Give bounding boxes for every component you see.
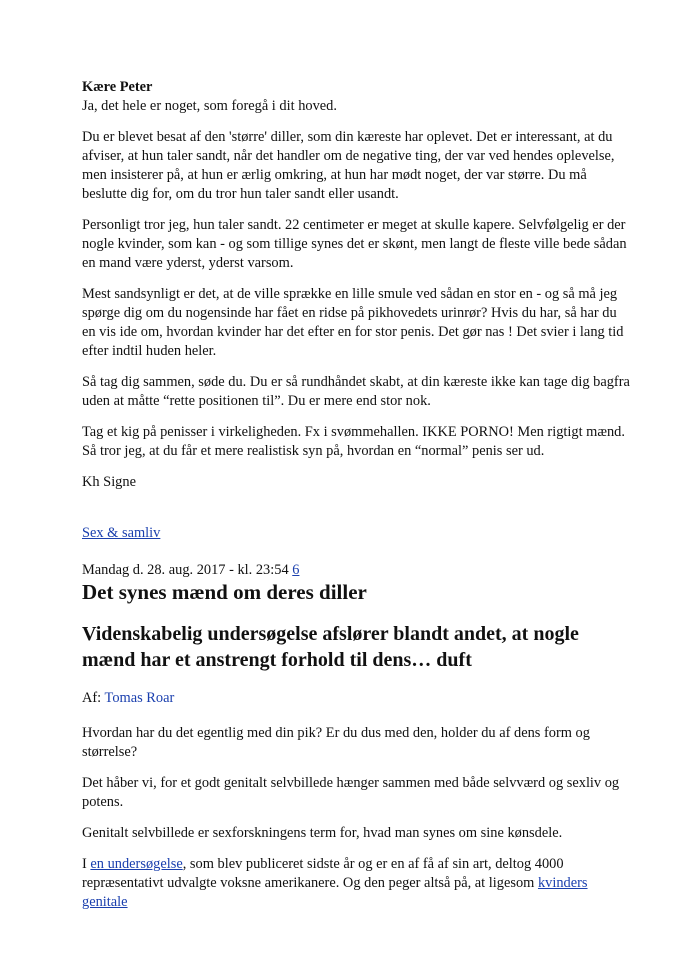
article-subtitle: Videnskabelig undersøgelse afslører blandt andet, at nogle mænd har et anstrengt forhold til dens… duft bbox=[82, 623, 579, 671]
article-date-line bbox=[82, 561, 630, 580]
letter-paragraph: Mest sandsynligt er det, at de ville sprække en lille smule ved sådan en stor en - og så må jeg spørge dig om du nogensinde har fået en ridse på pikhovedets urinrør? Hvis du har, så har du en vis ide om, hvordan kvinder har det efter en for stor penis. Det gør nas ! Det svier i lang tid efter indtil huden heler. bbox=[82, 286, 624, 359]
article-title: Det synes mænd om deres diller bbox=[82, 580, 367, 604]
womens-genitals-link[interactable]: kvinders genitale bbox=[82, 875, 588, 910]
comment-count-link[interactable]: 6 bbox=[292, 562, 300, 578]
study-link[interactable]: en undersøgelse bbox=[90, 856, 183, 872]
author-link[interactable]: Tomas Roar bbox=[104, 690, 175, 706]
letter-signature: Kh Signe bbox=[82, 474, 136, 490]
byline bbox=[82, 689, 630, 708]
letter-paragraph: Tag et kig på penisser i virkeligheden. Fx i svømmehallen. IKKE PORNO! Men rigtigt mænd. Så tror jeg, at du får et mere realistisk syn på, hvordan en “normal” penis ser ud. bbox=[82, 424, 625, 459]
article-paragraph: Det håber vi, for et godt genitalt selvbillede hænger sammen med både selvværd og sexliv og potens. bbox=[82, 775, 620, 810]
letter-paragraph: Du er blevet besat af den 'større' diller, som din kæreste har oplevet. Det er interessant, at du afviser, at hun taler sandt, når det handler om de negative ting, der var ved hendes oplevelse, men insisterer på, at hun er ærlig omkring, at hun har mødt noget, der var større. Du må beslutte dig for, om du tror hun taler sandt eller usandt. bbox=[82, 129, 615, 202]
article-paragraph: Hvordan har du det egentlig med din pik? Er du dus med den, holder du af dens form og størrelse? bbox=[82, 725, 590, 760]
category-link[interactable]: Sex & samliv bbox=[82, 525, 161, 541]
letter-paragraph: Personligt tror jeg, hun taler sandt. 22 centimeter er meget at skulle kapere. Selvfølgelig er der nogle kvinder, som kan - og som tillige synes det er skønt, men langt de fleste ville bede sådan en mand være yderst, yderst varsom. bbox=[82, 217, 627, 271]
letter-paragraph: Så tag dig sammen, søde du. Du er så rundhåndet skabt, at din kæreste ikke kan tage dig bagfra uden at måtte “rette positionen til”. Du er mere end stor nok. bbox=[82, 374, 630, 409]
page-content bbox=[82, 78, 630, 912]
article-paragraph: Genitalt selvbillede er sexforskningens term for, hvad man synes om sine kønsdele. bbox=[82, 825, 563, 841]
article-paragraph bbox=[82, 855, 630, 912]
paragraph-prefix: I bbox=[82, 856, 87, 872]
byline-prefix: Af: bbox=[82, 690, 102, 706]
paragraph-middle: , som blev publiceret sidste år og er en af få af sin art, deltog 4000 repræsentativt udvalgte voksne amerikanere. Og den peger altså på, at ligesom bbox=[82, 856, 564, 891]
letter-greeting: Kære Peter bbox=[82, 79, 153, 95]
article-date: Mandag d. 28. aug. 2017 - kl. 23:54 bbox=[82, 562, 289, 578]
letter-paragraph: Ja, det hele er noget, som foregå i dit hoved. bbox=[82, 98, 337, 114]
